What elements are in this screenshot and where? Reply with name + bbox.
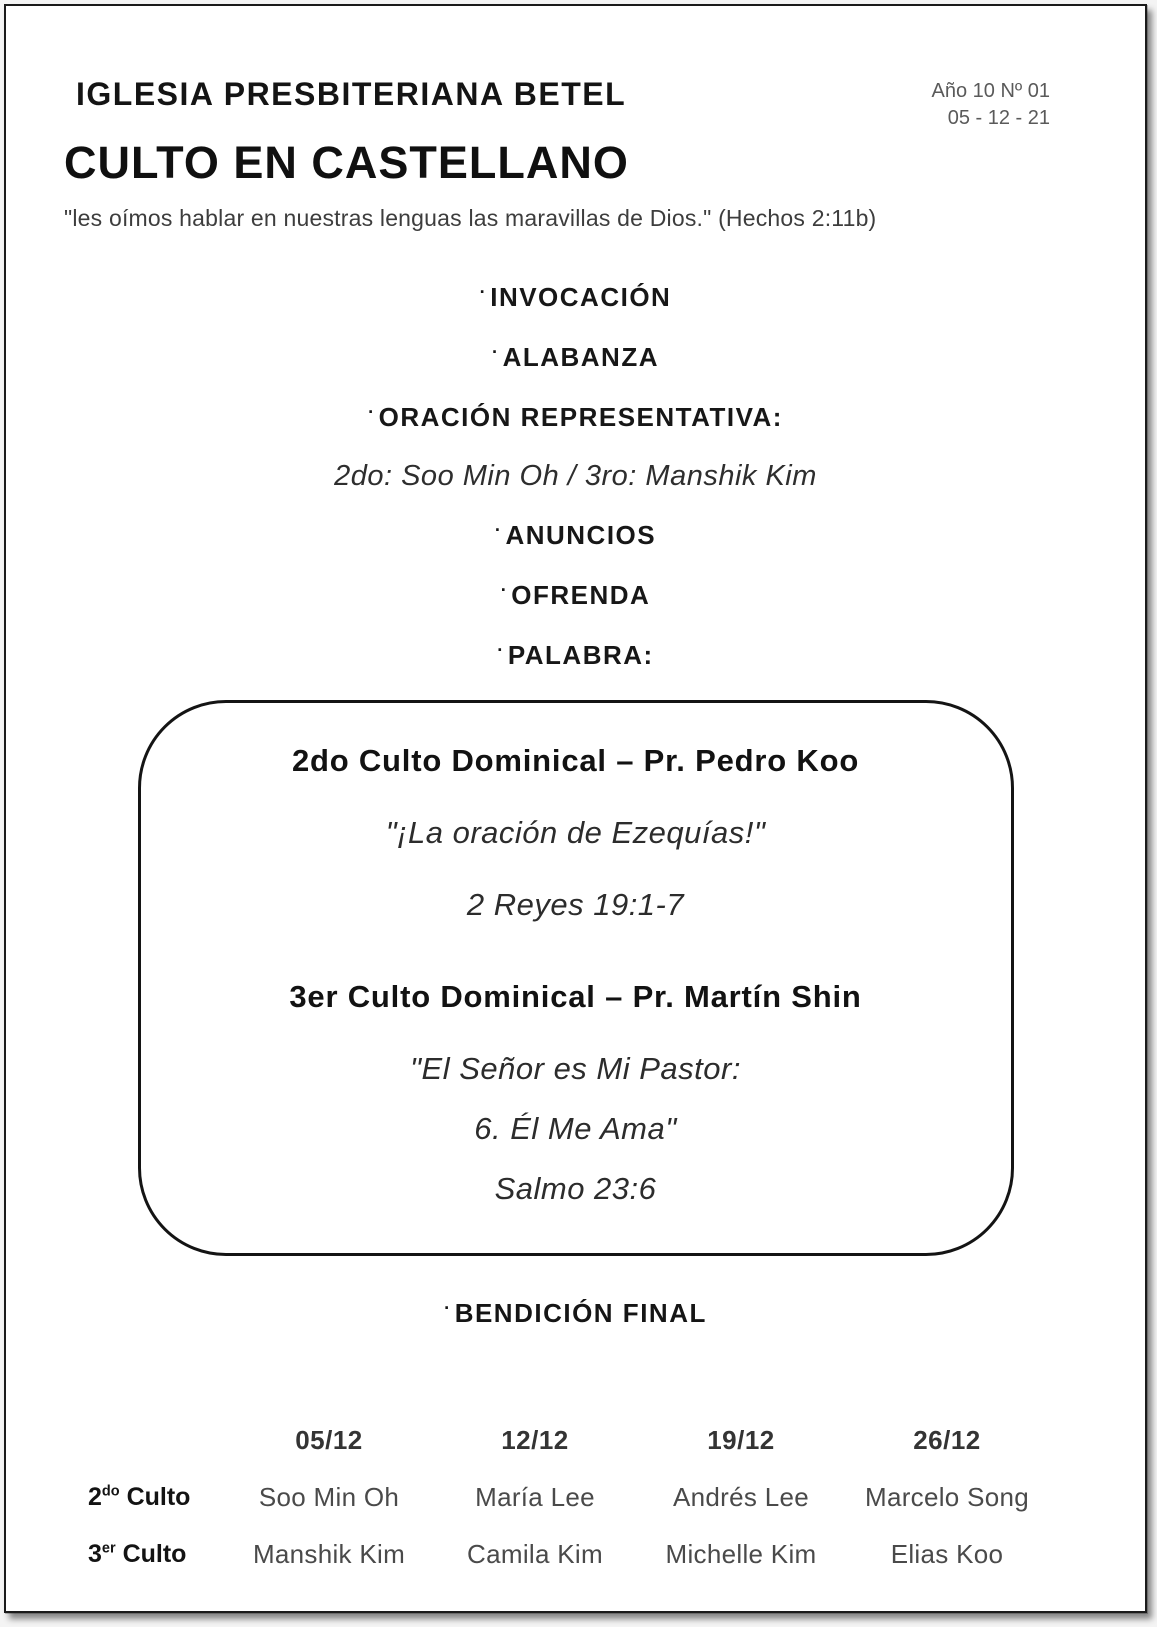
row-label-number: 3 [88,1540,102,1568]
schedule-date: 19/12 [707,1425,775,1455]
issue-info [932,78,1051,132]
schedule-name: Soo Min Oh [258,1482,400,1512]
bullet-dot: · [500,579,509,600]
order-item-ofrenda [6,580,1145,611]
schedule-date: 05/12 [295,1425,363,1455]
sermon-box [138,700,1014,1256]
benediction-label: BENDICIÓN FINAL [454,1298,707,1328]
order-item-label: PALABRA: [507,640,654,670]
order-item-alabanza [6,342,1145,373]
sermon-1-heading: 2do Culto Dominical – Pr. Pedro Koo [291,743,860,778]
schedule-name: Marcelo Song [864,1482,1030,1512]
bullet-dot: · [479,281,488,302]
sermon-1-passage: 2 Reyes 19:1-7 [466,887,685,922]
masthead [6,76,1145,129]
order-item-invocacion [6,282,1145,313]
benediction-item [6,1298,1145,1329]
sermon-2-title-line-1: "El Señor es Mi Pastor: [410,1051,741,1086]
schedule-row-label [76,1540,226,1569]
issue-number: Año 10 Nº 01 [931,80,1050,102]
row-label-number: 2 [88,1483,102,1511]
order-of-service [6,282,1145,671]
representative-prayer-names: 2do: Soo Min Oh / 3ro: Manshik Kim [334,460,817,492]
bullet-dot: · [368,401,376,422]
row-label-text: Culto [119,1483,191,1511]
order-item-label: ANUNCIOS [505,520,657,550]
sermon-2-title-line-2: 6. Él Me Ama" [474,1111,677,1146]
issue-date: 05 - 12 - 21 [947,107,1050,129]
schedule-date: 12/12 [501,1425,569,1455]
schedule-table [76,1425,1145,1570]
schedule-row-2do-culto [76,1482,1145,1513]
row-label-ordinal: do [101,1483,120,1500]
sermon-2-passage: Salmo 23:6 [494,1171,657,1206]
order-item-oracion-representativa [6,402,1145,433]
order-item-anuncios [6,520,1145,551]
sermon-2-heading: 3er Culto Dominical – Pr. Martín Shin [289,979,862,1014]
bullet-dot: · [494,519,503,540]
sermon-1-title: "¡La oración de Ezequías!" [385,815,766,850]
bulletin-page [4,4,1147,1613]
schedule-row-label [76,1483,226,1512]
schedule-name: Elias Koo [890,1539,1004,1569]
page-title: CULTO EN CASTELLANO [64,137,629,188]
scripture-quote: "les oímos hablar en nuestras lenguas las maravillas de Dios." (Hechos 2:11b) [64,205,877,231]
schedule-name: Manshik Kim [252,1539,406,1569]
schedule-name: Camila Kim [467,1539,603,1569]
schedule-name: Michelle Kim [665,1539,817,1569]
order-item-label: ALABANZA [502,342,659,372]
row-label-text: Culto [115,1540,187,1568]
church-name: IGLESIA PRESBITERIANA BETEL [76,76,627,112]
order-item-label: ORACIÓN REPRESENTATIVA: [378,402,783,432]
schedule-header-row [76,1425,1145,1456]
bullet-dot: · [492,341,500,362]
schedule-name: Andrés Lee [673,1482,809,1512]
row-label-ordinal: er [101,1540,116,1557]
order-item-palabra [6,640,1145,671]
order-item-label: INVOCACIÓN [490,282,672,312]
bullet-dot: · [497,639,505,660]
schedule-date: 26/12 [913,1425,981,1455]
schedule-row-3er-culto [76,1539,1145,1570]
order-item-label: OFRENDA [511,580,651,610]
bullet-dot: · [444,1297,452,1318]
schedule-name: María Lee [475,1482,595,1512]
